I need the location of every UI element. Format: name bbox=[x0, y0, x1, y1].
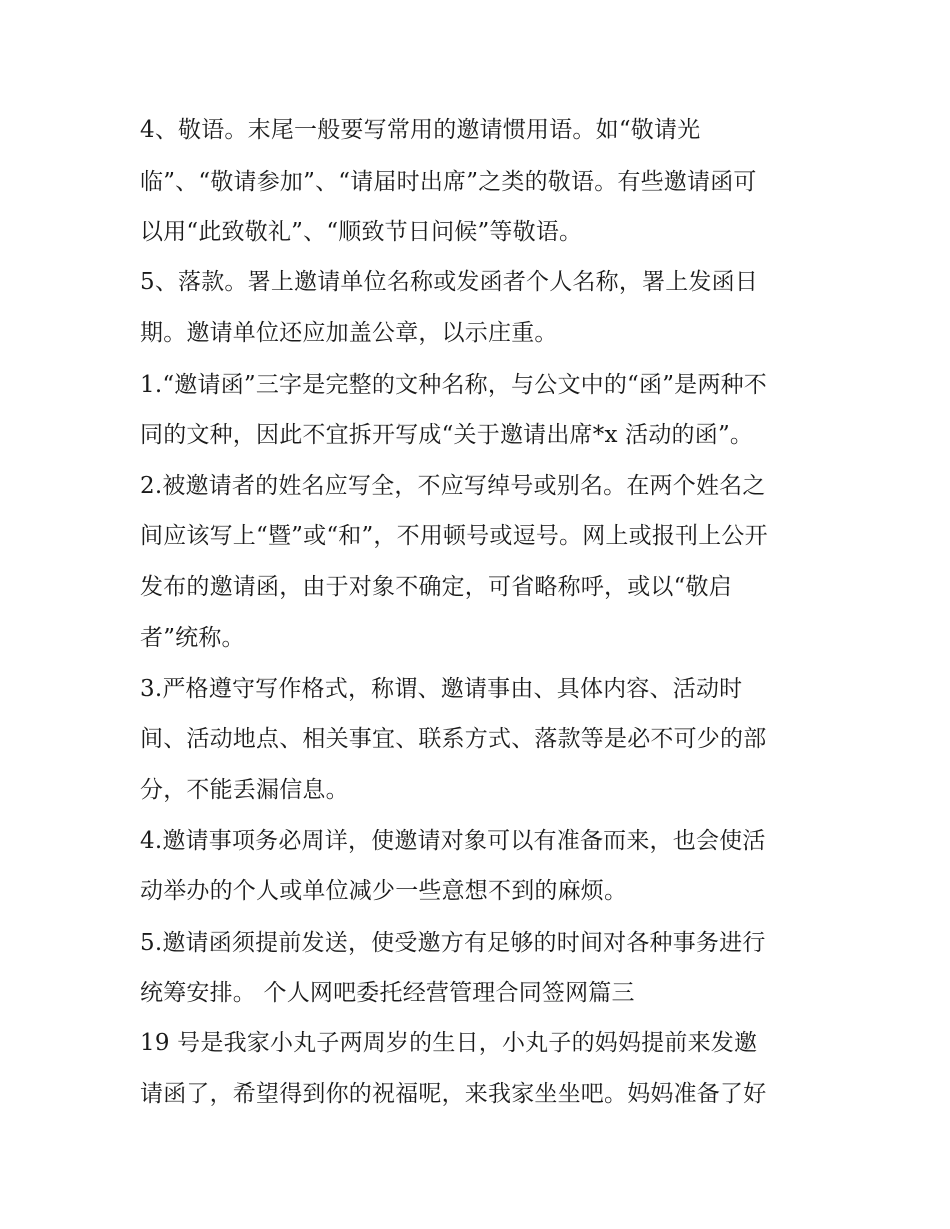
text-line: 同的文种，因此不宜拆开写成“关于邀请出席*x 活动的函”。 bbox=[140, 422, 754, 448]
text-line: 动举办的个人或单位减少一些意想不到的麻烦。 bbox=[140, 878, 628, 904]
text-line: 5、落款。署上邀请单位名称或发函者个人名称，署上发函日 bbox=[140, 269, 759, 295]
text-line: 间、活动地点、相关事宜、联系方式、落款等是必不可少的部 bbox=[140, 726, 767, 752]
text-line: 请函了，希望得到你的祝福呢，来我家坐坐吧。妈妈准备了好 bbox=[140, 1081, 767, 1107]
text-line: 间应该写上“暨”或“和”，不用顿号或逗号。网上或报刊上公开 bbox=[140, 523, 768, 549]
text-line: 5.邀请函须提前发送，使受邀方有足够的时间对各种事务进行 bbox=[140, 930, 766, 956]
text-line: 2.被邀请者的姓名应写全，不应写绰号或别名。在两个姓名之 bbox=[140, 473, 766, 499]
text-line: 4、敬语。末尾一般要写常用的邀请惯用语。如“敬请光 bbox=[140, 117, 701, 143]
text-line: 19 号是我家小丸子两周岁的生日，小丸子的妈妈提前来发邀 bbox=[140, 1030, 758, 1056]
text-line: 以用“此致敬礼”、“顺致节日问候”等敬语。 bbox=[140, 219, 583, 245]
text-line: 分，不能丢漏信息。 bbox=[140, 777, 349, 803]
text-line: 发布的邀请函，由于对象不确定，可省略称呼，或以“敬启 bbox=[140, 574, 732, 600]
text-line: 4.邀请事项务必周详，使邀请对象可以有准备而来，也会使活 bbox=[140, 828, 766, 854]
text-line: 3.严格遵守写作格式，称谓、邀请事由、具体内容、活动时 bbox=[140, 676, 743, 702]
text-line: 临”、“敬请参加”、“请届时出席”之类的敬语。有些邀请函可 bbox=[140, 169, 757, 195]
text-line: 者”统称。 bbox=[140, 625, 245, 651]
text-line: 统筹安排。 个人网吧委托经营管理合同签网篇三 bbox=[140, 980, 635, 1006]
text-line: 1.“邀请函”三字是完整的文种名称，与公文中的“函”是两种不 bbox=[140, 372, 767, 398]
text-line: 期。邀请单位还应加盖公章，以示庄重。 bbox=[140, 320, 558, 346]
